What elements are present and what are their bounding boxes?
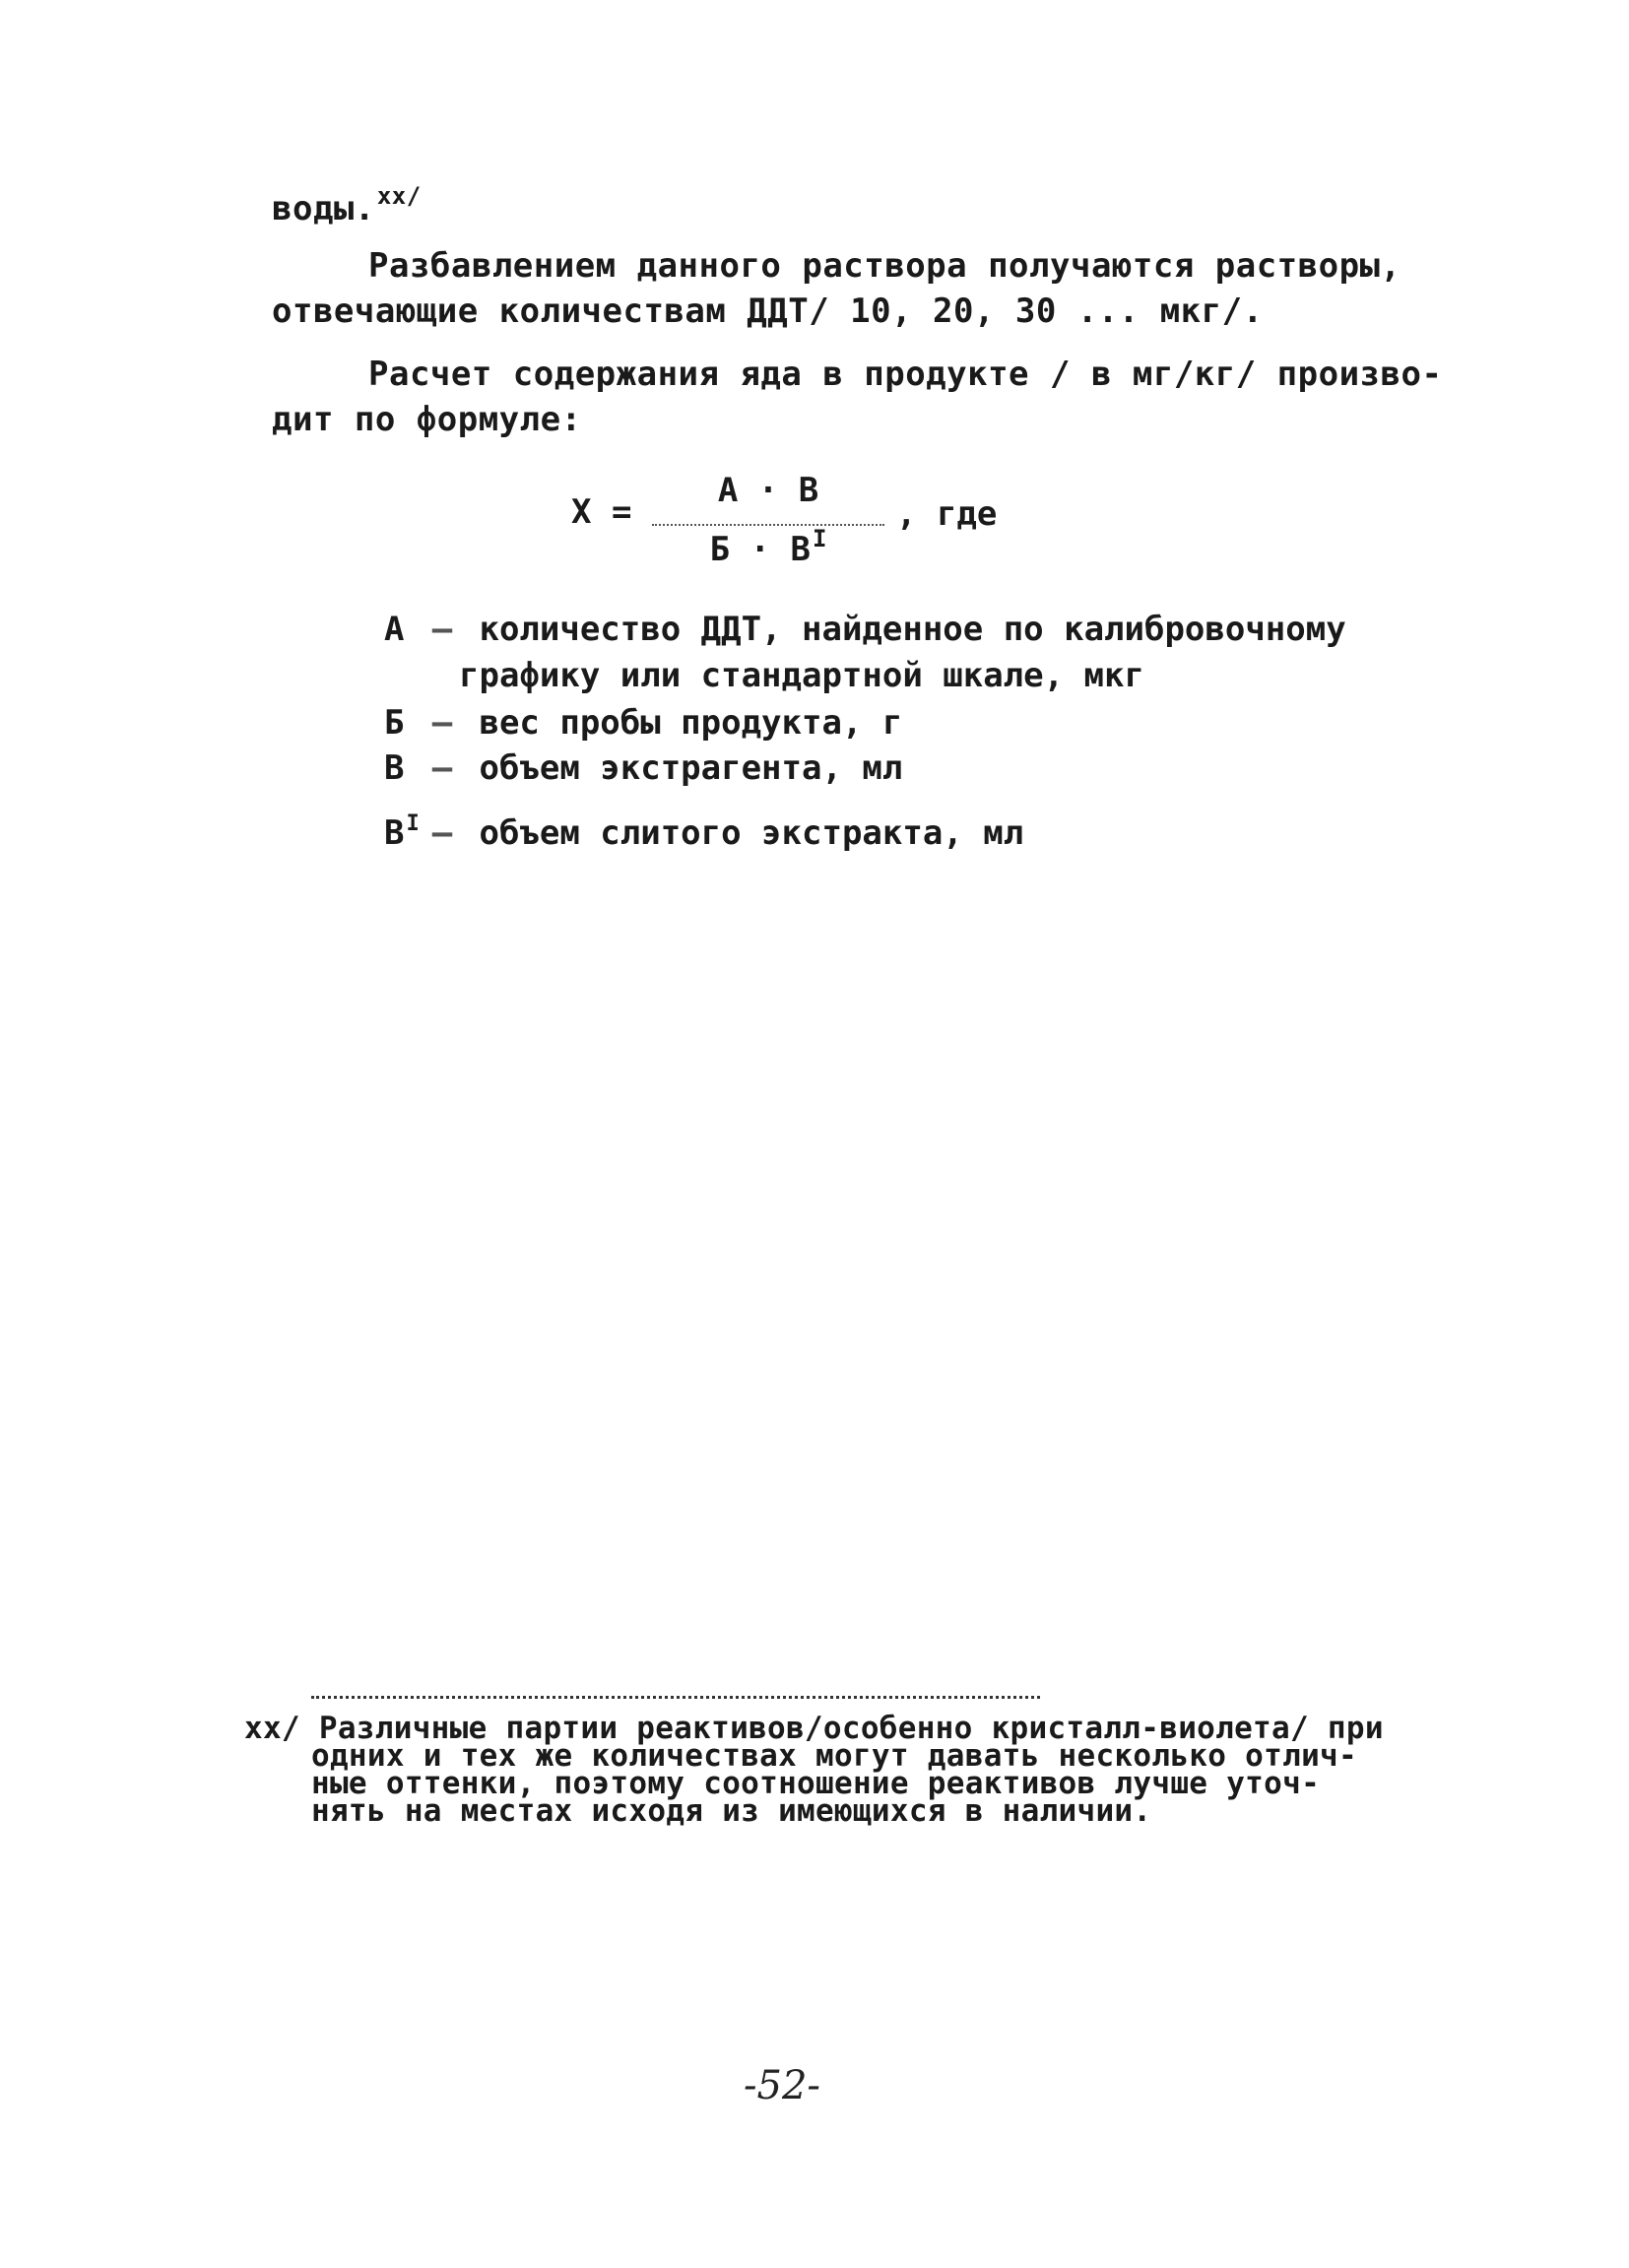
- definition-v1-text: объем слитого экстракта, мл: [479, 813, 1024, 853]
- definition-b: [384, 701, 902, 745]
- footnote-line-3: ные оттенки, поэтому соотношение реактивов лучше уточ-: [311, 1766, 1321, 1801]
- definition-v1-dash: –: [431, 813, 453, 853]
- definition-v1-symbol-main: В: [384, 813, 405, 853]
- formula-denominator: [689, 525, 847, 569]
- definition-b-symbol: Б: [384, 703, 405, 743]
- definition-b-dash: –: [431, 703, 453, 743]
- definition-a-dash: –: [431, 610, 453, 649]
- definition-v1-symbol: [384, 811, 425, 860]
- formula-denominator-main: Б · В: [709, 530, 811, 569]
- formula-numerator: А · В: [717, 471, 819, 510]
- definition-v-text: объем экстрагента, мл: [479, 748, 903, 788]
- definition-v1: [384, 811, 1023, 860]
- definition-v: [384, 746, 902, 790]
- formula-denominator-sup: I: [812, 525, 827, 552]
- text-line-1-main: воды.: [272, 189, 375, 228]
- footnote-line-2: одних и тех же количествах могут давать несколько отлич-: [311, 1738, 1357, 1774]
- definition-a-symbol: А: [384, 610, 405, 649]
- paragraph-dilution-line-2: отвечающие количествам ДДТ/ 10, 20, 30 ... мкг/.: [272, 292, 1264, 331]
- footnote-separator: [311, 1696, 1040, 1699]
- definition-a-text: количество ДДТ, найденное по калибровочному: [479, 610, 1346, 649]
- footnote-ref-superscript: хх/: [376, 182, 422, 210]
- definition-v1-symbol-sup: I: [406, 811, 420, 836]
- text-line-1: [272, 182, 422, 233]
- paragraph-calc-line-1: Расчет содержания яда в продукте / в мг/кг/ произво-: [368, 355, 1443, 394]
- definition-a-continuation: графику или стандартной шкале, мкг: [459, 656, 1144, 695]
- page-number: -52-: [744, 2063, 820, 2108]
- definition-v-symbol: В: [384, 748, 405, 788]
- footnote-line-4: нять на местах исходя из имеющихся в наличии.: [311, 1793, 1152, 1829]
- definition-v-dash: –: [431, 748, 453, 788]
- footnote-line-1-text: Различные партии реактивов/особенно кристалл-виолета/ при: [318, 1711, 1384, 1746]
- formula-fraction-bar: [652, 524, 884, 526]
- formula-tail: , где: [896, 494, 998, 534]
- definition-a: [384, 608, 1346, 651]
- paragraph-dilution-line-1: Разбавлением данного раствора получаются растворы,: [368, 246, 1401, 286]
- paragraph-calc-line-2: дит по формуле:: [272, 400, 582, 439]
- formula-lhs: Х =: [571, 492, 632, 532]
- definition-b-text: вес пробы продукта, г: [479, 703, 903, 743]
- footnote-marker: хх/: [244, 1711, 300, 1746]
- formula: [571, 473, 1005, 581]
